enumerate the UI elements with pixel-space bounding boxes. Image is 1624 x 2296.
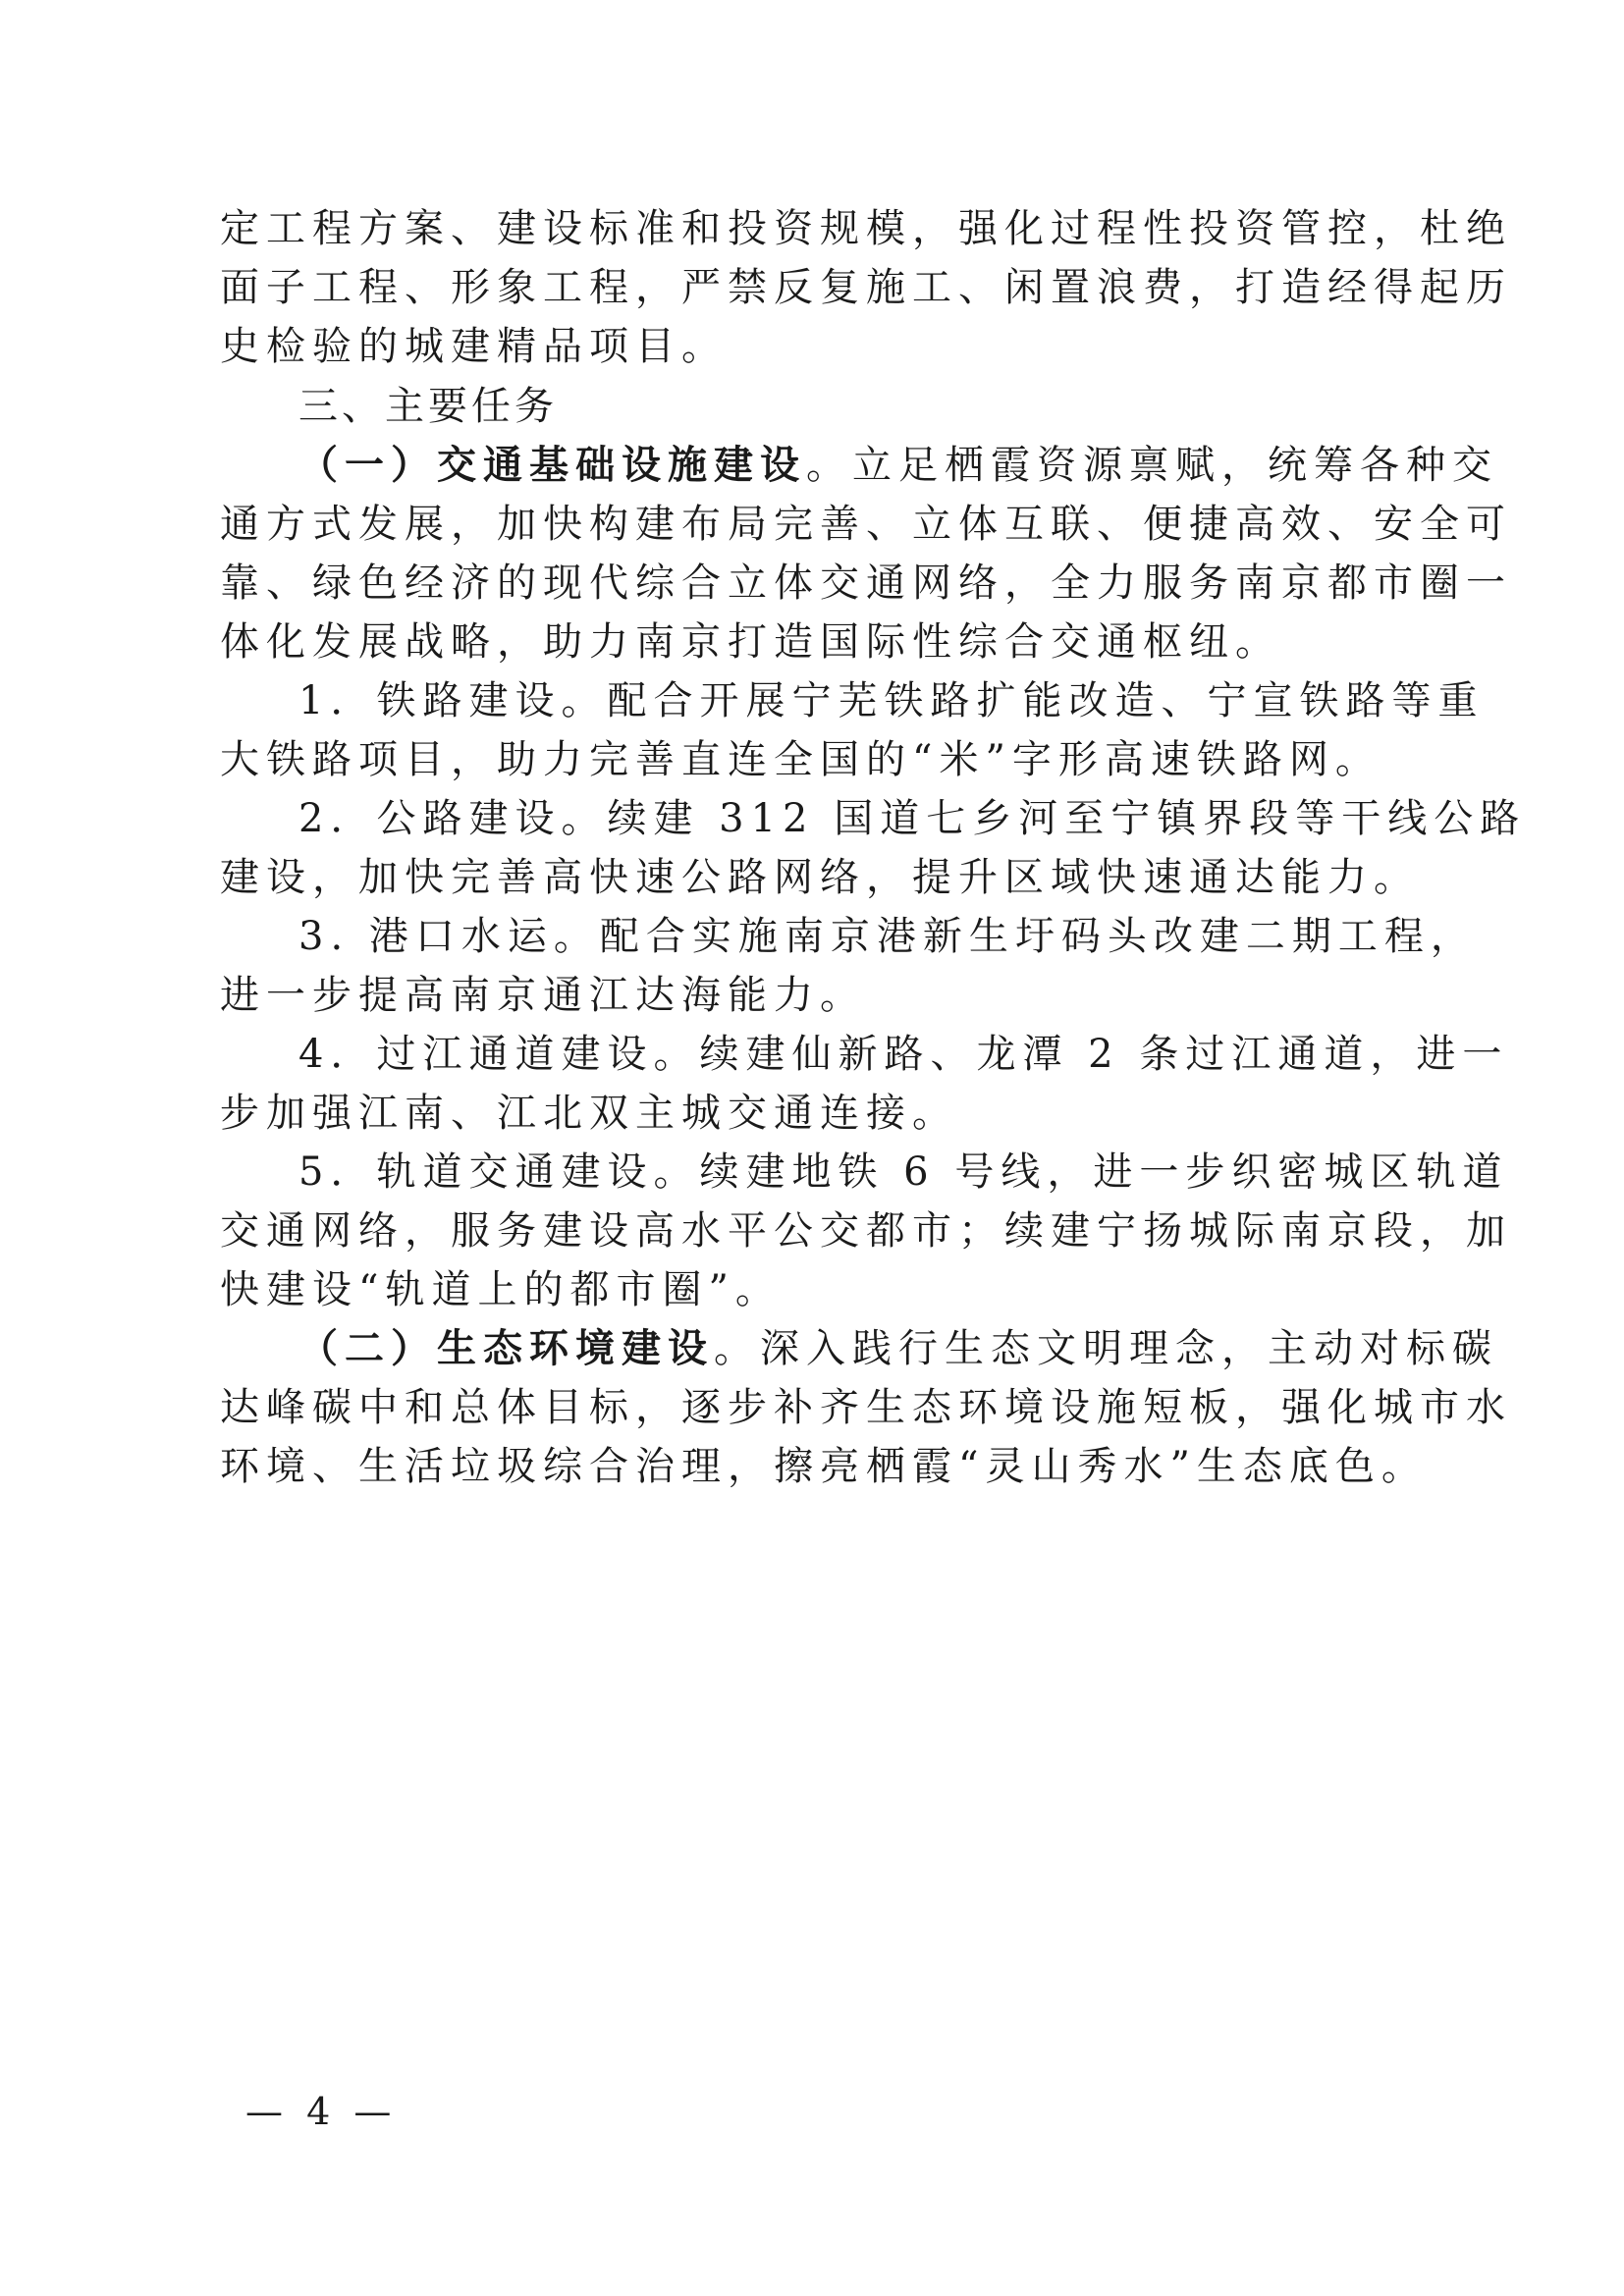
subsection-title: （二）生态环境建设 — [298, 1325, 714, 1371]
subsection-title: （一）交通基础设施建设 — [298, 442, 806, 488]
paragraph-text: 。立足栖霞资源禀赋，统筹各种交 — [806, 443, 1498, 488]
list-item-line: 2．公路建设。续建 312 国道七乡河至宁镇界段等干线公路 — [298, 796, 1527, 841]
page-number: — 4 — — [245, 2090, 398, 2133]
paragraph-line: 达峰碳中和总体目标，逐步补齐生态环境设施短板，强化城市水 — [220, 1385, 1512, 1430]
list-item-line: 3. 港口水运。配合实施南京港新生圩码头改建二期工程， — [298, 914, 1477, 959]
paragraph-line: 定工程方案、建设标准和投资规模，强化过程性投资管控，杜绝 — [220, 206, 1512, 251]
paragraph-line: 通方式发展，加快构建布局完善、立体互联、便捷高效、安全可 — [220, 502, 1512, 547]
list-item-line: 1．铁路建设。配合开展宁芜铁路扩能改造、宁宣铁路等重 — [298, 678, 1485, 723]
list-item-line: 进一步提高南京通江达海能力。 — [220, 973, 866, 1018]
paragraph-line: 环境、生活垃圾综合治理，擦亮栖霞“灵山秀水”生态底色。 — [220, 1444, 1428, 1489]
paragraph-line — [298, 438, 1498, 493]
list-item-line: 交通网络，服务建设高水平公交都市；续建宁扬城际南京段，加 — [220, 1208, 1512, 1254]
paragraph-line: 靠、绿色经济的现代综合立体交通网络，全力服务南京都市圈一 — [220, 561, 1512, 606]
list-item-line: 5．轨道交通建设。续建地铁 6 号线，进一步织密城区轨道 — [298, 1149, 1509, 1195]
list-item-line: 大铁路项目，助力完善直连全国的“米”字形高速铁路网。 — [220, 737, 1381, 782]
paragraph-line: 体化发展战略，助力南京打造国际性综合交通枢纽。 — [220, 619, 1281, 665]
list-item-line: 快建设“轨道上的都市圈”。 — [220, 1267, 782, 1312]
list-item-line: 步加强江南、江北双主城交通连接。 — [220, 1091, 958, 1136]
paragraph-text: 。深入践行生态文明理念，主动对标碳 — [714, 1326, 1498, 1371]
section-heading: 三、主要任务 — [298, 384, 558, 429]
paragraph-line: 史检验的城建精品项目。 — [220, 324, 728, 369]
list-item-line: 建设，加快完善高快速公路网络，提升区域快速通达能力。 — [220, 855, 1420, 900]
paragraph-line: 面子工程、形象工程，严禁反复施工、闲置浪费，打造经得起历 — [220, 265, 1512, 310]
list-item-line: 4．过江通道建设。续建仙新路、龙潭 2 条过江通道，进一 — [298, 1032, 1509, 1077]
paragraph-line — [298, 1321, 1498, 1376]
